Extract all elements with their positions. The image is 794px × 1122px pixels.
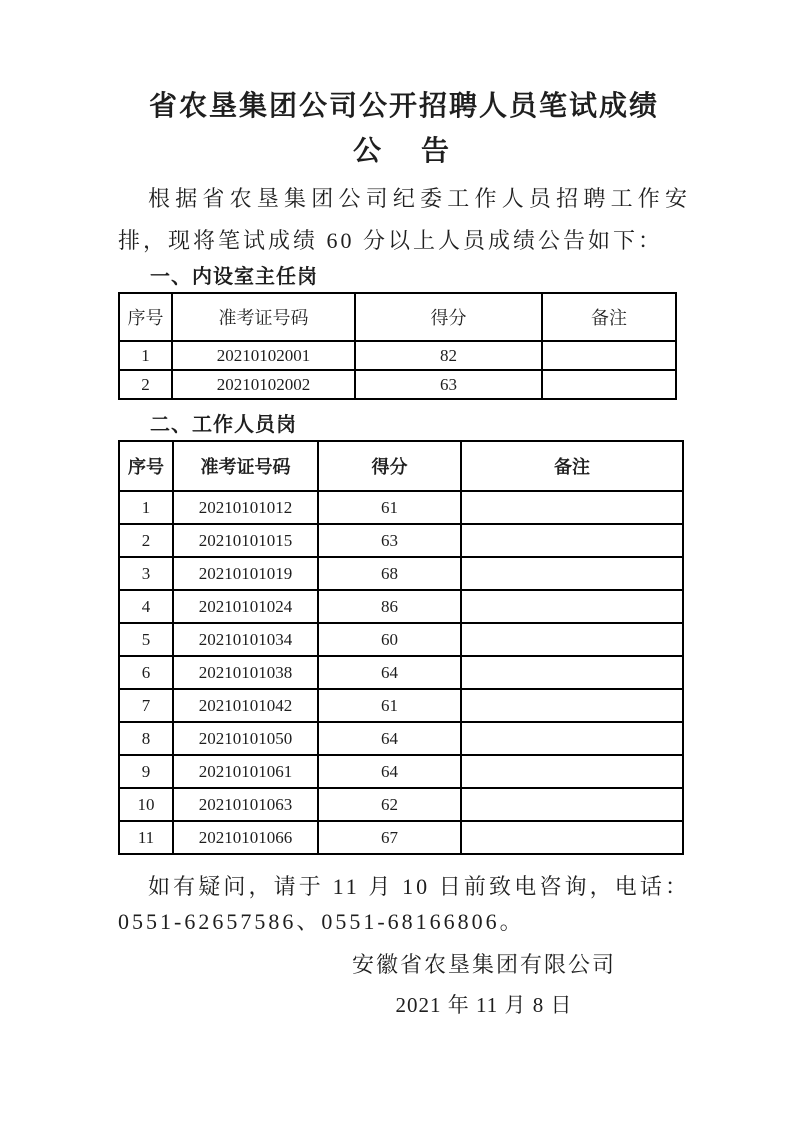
table-cell: 61 (318, 491, 461, 524)
table-cell: 63 (318, 524, 461, 557)
table-cell: 2 (119, 370, 172, 399)
table-2-body (119, 491, 683, 854)
table-cell: 20210101042 (173, 689, 318, 722)
table-1-header-row (119, 293, 676, 341)
document-subtitle: 公 告 (352, 136, 455, 167)
table-row (119, 722, 683, 755)
col-header-score: 得分 (355, 293, 542, 341)
table-cell (461, 722, 683, 755)
table-cell: 6 (119, 656, 173, 689)
table-cell: 63 (355, 370, 542, 399)
table-cell: 62 (318, 788, 461, 821)
table-row (119, 656, 683, 689)
table-cell: 64 (318, 656, 461, 689)
table-cell: 20210102001 (172, 341, 355, 370)
section-2-heading: 二、工作人员岗 (150, 414, 297, 436)
table-cell: 20210101015 (173, 524, 318, 557)
score-table-section-1 (118, 292, 677, 400)
table-row (119, 491, 683, 524)
table-cell: 20210101061 (173, 755, 318, 788)
table-cell: 67 (318, 821, 461, 854)
score-table-section-2 (118, 440, 684, 855)
table-2-header-row (119, 441, 683, 491)
table-row (119, 821, 683, 854)
table-cell: 20210101034 (173, 623, 318, 656)
table-cell (461, 788, 683, 821)
table-cell: 60 (318, 623, 461, 656)
table-cell: 20210101066 (173, 821, 318, 854)
table-row (119, 441, 683, 491)
table-cell: 20210101050 (173, 722, 318, 755)
table-row (119, 788, 683, 821)
col-header-remarks: 备注 (461, 441, 683, 491)
table-cell: 3 (119, 557, 173, 590)
table-cell: 20210101024 (173, 590, 318, 623)
table-row (119, 370, 676, 399)
table-row (119, 341, 676, 370)
col-header-score: 得分 (318, 441, 461, 491)
table-cell: 20210101038 (173, 656, 318, 689)
col-header-remarks: 备注 (542, 293, 676, 341)
table-cell: 64 (318, 722, 461, 755)
table-row (119, 755, 683, 788)
table-cell: 20210101063 (173, 788, 318, 821)
table-cell: 1 (119, 491, 173, 524)
contact-note-line-1: 如有疑问，请于 11 月 10 日前致电咨询，电话： (148, 874, 690, 899)
table-cell: 20210102002 (172, 370, 355, 399)
table-cell: 20210101012 (173, 491, 318, 524)
table-1-body (119, 341, 676, 399)
table-row (119, 293, 676, 341)
table-cell (461, 821, 683, 854)
table-row (119, 590, 683, 623)
table-cell (461, 524, 683, 557)
table-cell (461, 623, 683, 656)
table-cell: 20210101019 (173, 557, 318, 590)
table-cell (461, 491, 683, 524)
table-cell: 8 (119, 722, 173, 755)
table-row (119, 524, 683, 557)
table-cell: 5 (119, 623, 173, 656)
table-cell: 61 (318, 689, 461, 722)
table-cell: 82 (355, 341, 542, 370)
table-row (119, 623, 683, 656)
contact-note-line-2: 0551-62657586、0551-68166806。 (118, 909, 525, 934)
table-cell (461, 689, 683, 722)
section-1-heading: 一、内设室主任岗 (150, 266, 318, 288)
table-cell (461, 557, 683, 590)
col-header-index: 序号 (119, 293, 172, 341)
table-cell: 68 (318, 557, 461, 590)
table-row (119, 557, 683, 590)
table-cell (461, 755, 683, 788)
table-cell (542, 341, 676, 370)
table-cell: 2 (119, 524, 173, 557)
intro-paragraph: 根据省农垦集团公司纪委工作人员招聘工作安排，现将笔试成绩 60 分以上人员成绩公告如下： (118, 186, 690, 253)
table-cell (461, 656, 683, 689)
contact-note (118, 869, 690, 939)
col-header-ticket-number: 准考证号码 (173, 441, 318, 491)
signature-date: 2021 年 11 月 8 日 (395, 993, 573, 1017)
table-cell: 1 (119, 341, 172, 370)
col-header-ticket-number: 准考证号码 (172, 293, 355, 341)
table-cell: 9 (119, 755, 173, 788)
table-cell: 10 (119, 788, 173, 821)
table-row (119, 689, 683, 722)
col-header-index: 序号 (119, 441, 173, 491)
table-cell (461, 590, 683, 623)
signature-organization: 安徽省农垦集团有限公司 (351, 952, 616, 977)
table-cell: 11 (119, 821, 173, 854)
document-title: 省农垦集团公司公开招聘人员笔试成绩 (148, 91, 659, 122)
table-cell: 7 (119, 689, 173, 722)
table-cell: 64 (318, 755, 461, 788)
table-cell: 86 (318, 590, 461, 623)
table-cell: 4 (119, 590, 173, 623)
signature-block (198, 951, 770, 1019)
table-cell (542, 370, 676, 399)
